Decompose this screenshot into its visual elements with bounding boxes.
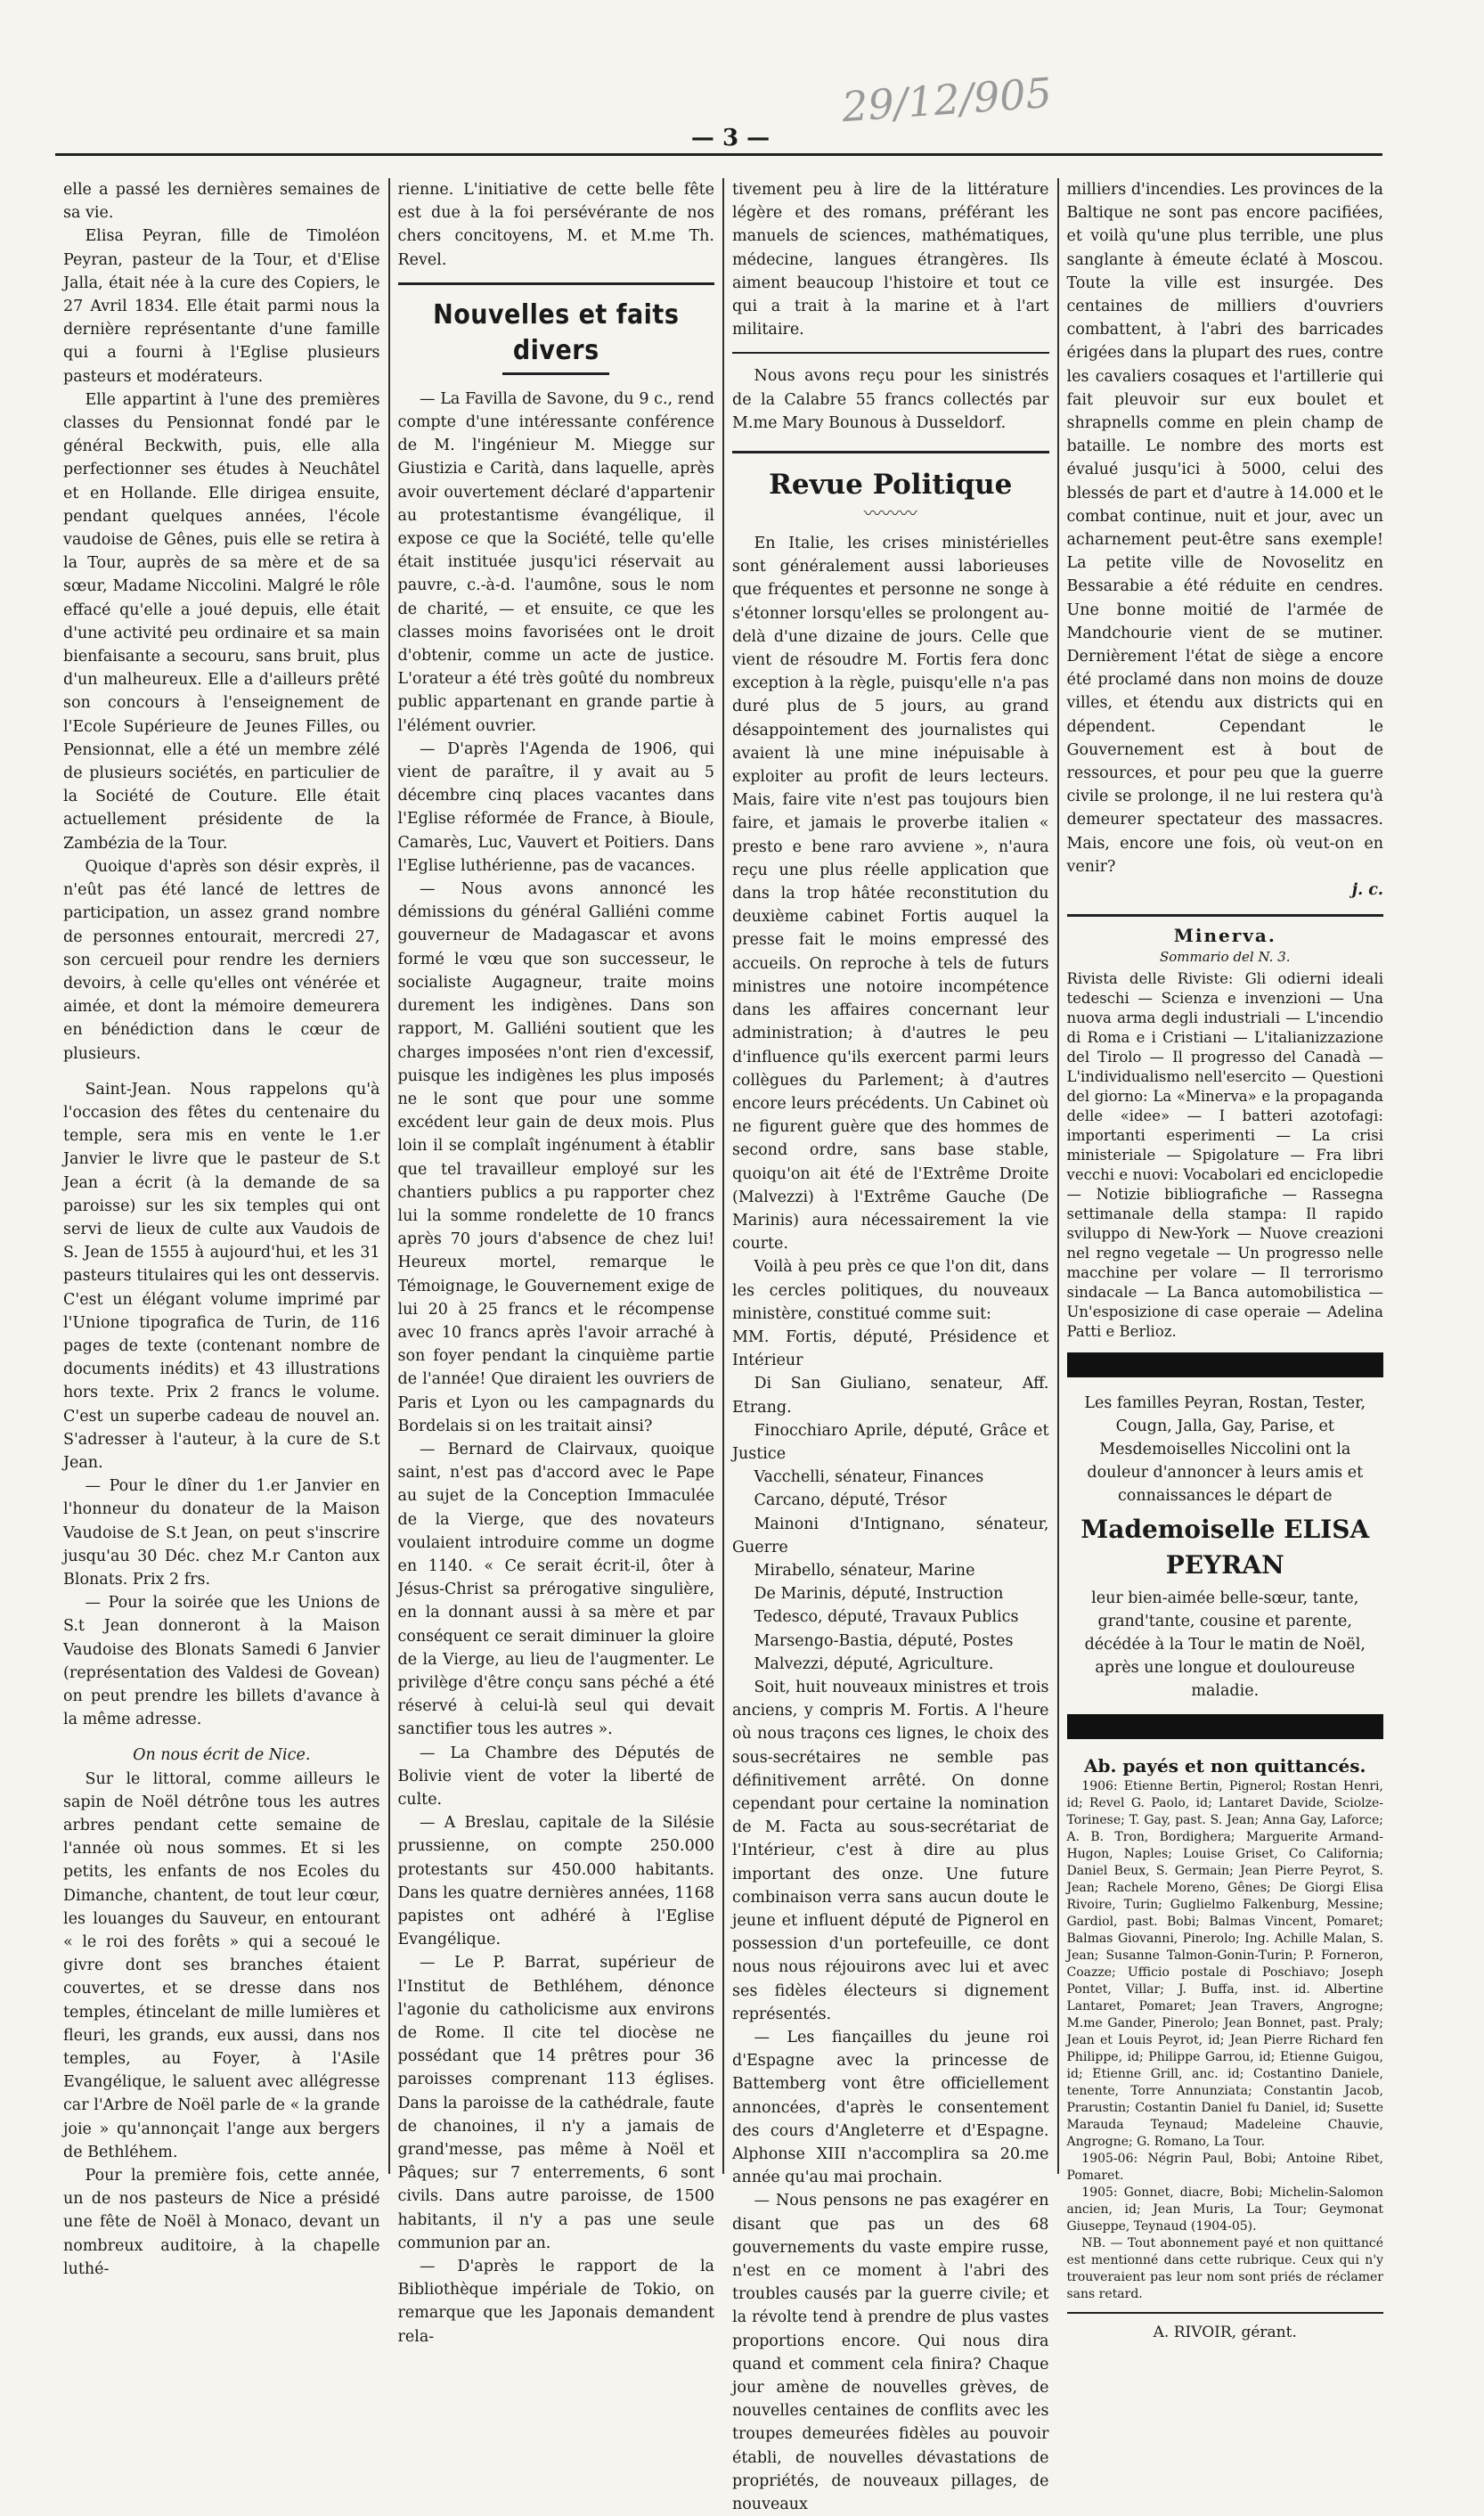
paragraph: rienne. L'initiative de cette belle fête est due à la foi persévérante de nos chers concitoyens, M. et M.me Th. Revel. bbox=[397, 181, 714, 269]
paragraph: milliers d'incendies. Les provinces de la Baltique ne sont pas encore pacifiées, et voilà qu'une plus terrible, une plus sanglante à émeute éclaté à Moscou. Toute la ville est insurgée. Des centaines de milliers d'ouvriers combattent, à l'abri des barricades érigées dans la plupart des rues, contre les cavaliers cosaques et l'artillerie qui fait pleuvoir sur eux boulet et shrapnells comme en plein champ de bataille. Le nombre des morts est évalué jusqu'ici à 5000, celui des blessés de part et d'autre à 14.000 et le combat continue, nuit et jour, avec un acharnement peut-être sans exemple! La petite ville de Novoselitz en Bessarabie a été réduite en cendres. Une bonne moitié de l'armée de Mandchourie vient de se mutiner. Dernièrement l'état de siège a encore été proclamé dans non moins de douze villes, et étendu aux districts qui en dépendent. Cependant le Gouvernement est à bout de ressources, et pour peu que la guerre civile se prolonge, il ne lui restera qu'à demeurer spectateur des massacres. Mais, encore une fois, où veut-on en venir? bbox=[1066, 181, 1383, 876]
death-notice-intro: Les familles Peyran, Rostan, Tester, Cougn, Jalla, Gay, Parise, et Mesdemoiselles Niccolini ont la douleur d'annoncer à leurs amis et connaissances le départ de bbox=[1084, 1393, 1366, 1506]
title-rule bbox=[502, 372, 609, 375]
list-item: Vacchelli, sénateur, Finances bbox=[754, 1468, 984, 1487]
paragraph: Elisa Peyran, fille de Timoléon Peyran, pasteur de la Tour, et d'Elise Jalla, était née à la cure des Copiers, le 27 Avril 1834. Elle était parmi nous la dernière représentante d'une famille qui a fourni à l'Eglise plusieurs pasteurs et modérateurs. bbox=[63, 227, 380, 386]
paragraph: Voilà à peu près ce que l'on dit, dans les cercles politiques, du nouveaux ministère, constitué comme suit: bbox=[732, 1258, 1049, 1323]
paragraph: — A Breslau, capitale de la Silésie prussienne, on compte 250.000 protestants sur 450.000 habitants. Dans les quatre dernières années, 1168 papistes ont adhéré à l'Eglise Evangélique. bbox=[397, 1814, 714, 1949]
paragraph: — D'après le rapport de la Bibliothèque impériale de Tokio, on remarque que les Japonais demandent rela- bbox=[397, 2258, 714, 2346]
mourning-bar bbox=[1067, 1352, 1384, 1377]
paragraph: Quoique d'après son désir exprès, il n'eût pas été lancé de lettres de participation, un assez grand nombre de personnes entourait, mercredi 27, son cercueil pour rendre les derniers devoirs, à celle qu'elles ont vénérée et aimée, et dont la mémoire demeurera en bénédiction dans le cœur de plusieurs. bbox=[63, 857, 380, 1063]
paragraph: — La Chambre des Députés de Bolivie vient de voter la liberté de culte. bbox=[397, 1744, 714, 1809]
subscriptions-list bbox=[1067, 1778, 1384, 2303]
minerva-title: Minerva. bbox=[1067, 914, 1384, 947]
minerva-subtitle: Sommario del N. 3. bbox=[1159, 948, 1291, 965]
signature: j. c. bbox=[1351, 881, 1383, 900]
paragraph: Sur le littoral, comme ailleurs le sapin de Noël détrône tous les autres arbres pendant cette semaine de l'année où nous sommes. Et si les petits, les enfants de nos Ecoles du Dimanche, chantent, de tout leur cœur, les louanges du Sauveur, en entourant « le roi des forêts » qui a secoué le givre dont ses branches étaient couvertes, et se dresse dans nos temples, étincelant de mille lumières et fleuri, les grands, eux aussi, dans nos temples, au Foyer, à l'Asile Evangélique, le saluent avec allégresse car l'Arbre de Noël parle de « la grande joie » qu'annonçait l'ange aux bergers de Bethléhem. bbox=[63, 1769, 380, 2161]
paragraph: — Pour le dîner du 1.er Janvier en l'honneur du donateur de la Maison Vaudoise de S.t Jean, on peut s'inscrire jusqu'au 30 Déc. chez M.r Canton aux Blonats. Prix 2 frs. bbox=[63, 1477, 380, 1589]
list-item: Tedesco, député, Travaux Publics bbox=[754, 1608, 1019, 1627]
paragraph: — La Favilla de Savone, du 9 c., rend compte d'une intéressante conférence de M. l'ingénieur M. Miegge sur Giustizia e Carità, dans laquelle, après avoir ouvertement déclaré d'appartenir au protestantisme évangélique, il expose ce que la Société, telle qu'elle était instituée jusqu'ici réservait au pauvre, c.-à-d. l'aumône, sous le nom de charité, — et ensuite, ce que les classes moins favorisées ont le droit d'obtenir, comme un acte de justice. L'orateur a été très goûté du nombreux public appartenant en grande partie à l'élément ouvrier. bbox=[397, 389, 714, 735]
section-title-nouvelles: Nouvelles et faits divers bbox=[398, 282, 715, 369]
list-item: Di San Giuliano, senateur, Aff. Etrang. bbox=[732, 1375, 1049, 1417]
gerant-signature: A. RIVOIR, gérant. bbox=[1067, 2312, 1384, 2344]
column-2 bbox=[388, 178, 723, 2346]
paragraph: elle a passé les dernières semaines de sa vie. bbox=[63, 181, 380, 223]
list-item: Marsengo-Bastia, député, Postes bbox=[754, 1631, 1014, 1650]
paragraph-saint-jean: Saint-Jean. Nous rappelons qu'à l'occasion des fêtes du centenaire du temple, sera mis en vente le 1.er Janvier le livre que le pasteur de S.t Jean a écrit (à la demande de sa paroisse) sur les six temples qui ont servi de lieux de culte aux Vaudois de S. Jean de 1555 à aujourd'hui, et les 31 pasteurs titulaires qui les ont desservis. C'est un élégant volume imprimé par l'Unione tipografica de Turin, de 116 pages de texte (contenant nombre de documents inédits) et 43 illustrations hors texte. Prix 2 francs le volume. C'est un superbe cadeau de nouvel an. S'adresser à l'auteur, à la cure de S.t Jean. bbox=[63, 1080, 380, 1472]
list-item: Mainoni d'Intignano, sénateur, Guerre bbox=[732, 1515, 1049, 1556]
paragraph-sinistres: Nous avons reçu pour les sinistrés de la Calabre 55 francs collectés par M.me Mary Bounous à Dusseldorf. bbox=[732, 367, 1049, 432]
paragraph: Elle appartint à l'une des premières classes du Pensionnat fondé par le général Beckwith, puis, elle alla perfectionner ses études à Neuchâtel et en Hollande. Elle dirigea ensuite, pendant quelques années, l'école vaudoise de Gênes, puis elle se retira à la Tour, auprès de sa mère et de sa sœur, Madame Niccolini. Malgré le rôle effacé qu'elle a joué depuis, elle était d'une activité peu ordinaire et sa main bienfaisante a secouru, sans bruit, plus d'un malheureux. Elle a d'ailleurs prêté son concours à l'enseignement de l'Ecole Supérieure de Jeunes Filles, ou Pensionnat, elle a été un membre zélé de plusieurs sociétés, en particulier de la Société de Couture. Elle était actuellement présidente de la Zambézia de la Tour. bbox=[63, 390, 380, 853]
subscriptions-title: Ab. payés et non quittancés. bbox=[1084, 1754, 1366, 1777]
nice-heading: On nous écrit de Nice. bbox=[133, 1746, 311, 1765]
ministers-list bbox=[732, 1326, 1049, 1676]
paragraph: — Les fiançailles du jeune roi d'Espagne avec la princesse de Battemberg vont être officiellement annoncées, d'après le consentement des cours d'Angleterre et d'Espagne. Alphonse XIII n'accomplira sa 20.me année qu'au mai prochain. bbox=[732, 2029, 1049, 2187]
paragraph: Soit, huit nouveaux ministres et trois anciens, y compris M. Fortis. A l'heure où nous traçons ces lignes, le choix des sous-secrétaires ne semble pas définitivement arrêté. On donne cependant pour certaine la nomination de M. Facta au sous-secrétariat de l'Intérieur, c'est à dire au plus important des onze. Une future combinaison verra sans aucun doute le jeune et influent député de Pignerol en possession d'un portefeuille, ce dont nous nous réjouirons avec lui et avec ses fidèles électeurs si dignement représentés. bbox=[732, 1678, 1049, 2023]
list-item: MM. Fortis, député, Présidence et Intérieur bbox=[732, 1327, 1049, 1370]
death-notice-outro: leur bien-aimée belle-sœur, tante, grand'tante, cousine et parente, décédée à la Tour le matin de Noël, après une longue et douloureuse maladie. bbox=[1084, 1589, 1366, 1701]
mourning-bar bbox=[1067, 1714, 1384, 1739]
paragraph: Pour la première fois, cette année, un de nos pasteurs de Nice a présidé une fête de Noël à Monaco, devant un nombreux auditoire, à la chapelle luthé- bbox=[63, 2167, 380, 2278]
deceased-name: Mademoiselle ELISA PEYRAN bbox=[1080, 1514, 1370, 1580]
list-item: Malvezzi, député, Agriculture. bbox=[754, 1654, 994, 1673]
paragraph: — Le P. Barrat, supérieur de l'Institut de Bethléhem, dénonce l'agonie du catholicisme aux environs de Rome. Il cite tel diocèse ne possédant que 14 prêtres pour 36 paroisses comprenant 113 églises. Dans la paroisse de la cathédrale, faute de chanoines, il n'y a jamais de grand'messe, pas même à Noël et Pâques; sur 7 enterrements, 6 sont civils. Dans autre paroisse, de 1500 habitants, il n'y a pas une seule communion par an. bbox=[397, 1954, 714, 2252]
section-title-revue-politique: Revue Politique bbox=[732, 451, 1049, 503]
subscriptions-1906: 1906: Etienne Bertin, Pignerol; Rostan Henri, id; Revel G. Paolo, id; Lantaret Davide, Sciolze-Torinese; T. Gay, past. S. Jean; Anna Gay, Laforce; A. B. Tron, Bordighera; Marguerite Armand-Hugon, Naples; Louise Griset, Co California; Daniel Beux, S. Germain; Jean Pierre Peyrot, S. Jean; Rachele Moreno, Gênes; De Giorgi Elisa Rivoire, Turin; Guglielmo Falkenburg, Messine; Gardiol, past. Bobi; Balmas Vincent, Pomaret; Balmas Giovanni, Pinerolo; Ing. Achille Malan, S. Jean; Susanne Talmon-Gonin-Turin; P. Forneron, Coazze; Ufficio postale di Poschiavo; Joseph Pontet, Villar; J. Buffa, inst. id. Albertine Lantaret, Pomaret; Jean Travers, Angrogne; M.me Gander, Pinerolo; Jean Bonnet, past. Praly; Jean et Louis Peyrot, id; Jean Pierre Richard fen Philippe, id; Philippe Garrou, id; Etienne Guigou, id; Etienne Grill, anc. id; Costantino Daniele, tenente, Torre Annunziata; Constantin Jacob, Prarustin; Costantin Daniel fu Daniel, id; Susette Marauda Teynaud; Madeleine Chauvie, Angrogne; G. Romano, La Tour. bbox=[1066, 1778, 1383, 2149]
list-item: Finocchiaro Aprile, député, Grâce et Justice bbox=[732, 1421, 1049, 1463]
column-4 bbox=[1057, 178, 1392, 2341]
subscriptions-note: NB. — Tout abonnement payé et non quittancé est mentionné dans cette rubrique. Ceux qui n'y trouveraient pas leur nom sont priés de réclamer sans retard. bbox=[1066, 2235, 1383, 2301]
page-number: — 3 — bbox=[690, 125, 771, 151]
paragraph: — Bernard de Clairvaux, quoique saint, n'est pas d'accord avec le Pape au sujet de la Conception Immaculée de la Vierge, que des novateurs voulaient introduire comme un dogme en 1140. « Ce serait écrit-il, ôter à Jésus-Christ sa prérogative singulière, en la donnant aussi à sa mère et par conséquent ce serait diminuer la gloire de la Vierge, au lieu de l'augmenter. Le privilège d'être conçu sans péché a été réservé à celui-là seul qui devait sanctifier tous les autres ». bbox=[397, 1440, 714, 1739]
list-item: De Marinis, député, Instruction bbox=[754, 1585, 1004, 1604]
subscriptions-1905: 1905: Gonnet, diacre, Bobi; Michelin-Salomon ancien, id; Jean Muris, La Tour; Geymonat Giuseppe, Teynaud (1904-05). bbox=[1066, 2185, 1383, 2234]
newspaper-columns bbox=[55, 178, 1391, 2514]
subscriptions-1905-06: 1905-06: Négrin Paul, Bobi; Antoine Ribet, Pomaret. bbox=[1066, 2151, 1383, 2183]
paragraph: — Nous pensons ne pas exagérer en disant que pas un des 68 gouvernements du vaste empire russe, n'est en ce moment à l'abri des troubles causés par la guerre civile; et la révolte tend à prendre de plus vastes proportions encore. Qui nous dira quand et comment cela finira? Chaque jour amène de nouvelles grèves, de nouvelles centaines de conflits avec les troupes demeurées fidèles au pouvoir établi, de nouvelles dévastations de propriétés, de nouveaux pillages, de nouveaux bbox=[732, 2192, 1049, 2514]
column-1 bbox=[55, 178, 388, 2278]
ornament-rule: 〰〰〰 bbox=[863, 502, 917, 525]
paragraph: En Italie, les crises ministérielles sont généralement aussi laborieuses que fréquentes et personne ne songe à s'étonner lorsqu'elles se prolongent au-delà d'une dizaine de jours. Celle que vient de résoudre M. Fortis fera donc exception à la règle, puisqu'elle n'a pas duré plus de 5 jours, au grand désappointement des journalistes qui avaient là une mine inépuisable à exploiter au profit de leurs lecteurs. Mais, faire vite n'est pas toujours bien faire, et jamais le proverbe italien « presto e bene raro avviene », n'aura reçu une plus réelle application que dans la trop hâtée reconstitution du deuxième cabinet Fortis auquel la presse fait le moins empressé des accueils. On reproche à tels de futurs ministres une notoire incompétence dans les affaires concernant leur administration; à d'autres le peu d'influence qu'ils exercent parmi leurs collègues du Parlement; à d'autres encore leurs précédents. Un Cabinet où ne figurent guère que des hommes de second ordre, sans base stable, quoiqu'on ait été de l'Extrême Droite (Malvezzi) à l'Extrême Gauche (De Marinis) aura nécessairement la vie courte. bbox=[732, 535, 1049, 1254]
divider bbox=[732, 352, 1049, 354]
minerva-summary: Rivista delle Riviste: Gli odierni ideali tedeschi — Scienza e invenzioni — Una nuova arma degli industriali — L'incendio di Roma e i Cristiani — L'italianizzazione del Tirolo — Il progresso del Canadà — L'individualismo nell'esercito — Questioni del giorno: La «Minerva» e la propaganda delle «idee» — I batteri azotofagi: importanti esperimenti — La crisi ministeriale — Spigolature — Fra libri vecchi e nuovi: Vocabolari ed enciclopedie — Notizie bibliografiche — Rassegna settimanale della stampa: Il rapido sviluppo di New-York — Nuove creazioni nel regno vegetale — Un progresso nelle macchine per volare — Il terrorismo sindacale — La Banca automobilistica — Un'esposizione di case operaie — Adelina Patti e Berlioz. bbox=[1066, 969, 1383, 1340]
header-rule bbox=[55, 153, 1382, 156]
paragraph: — Pour la soirée que les Unions de S.t Jean donneront à la Maison Vaudoise des Blonats Samedi 6 Janvier (représentation des Valdesi de Govean) on peut prendre les billets d'avance à la même adresse. bbox=[63, 1594, 380, 1729]
handwritten-date: 29/12/905 bbox=[840, 68, 1054, 132]
paragraph: — Nous avons annoncé les démissions du général Galliéni comme gouverneur de Madagascar et avons formé le vœu que son successeur, le socialiste Augagneur, traite moins durement les indigènes. Dans son rapport, M. Galliéni soutient que les charges imposées n'ont rien d'excessif, puisque les indigènes les plus imposés ne le sont que pour une somme excédent leur gain de deux mois. Plus loin il se complaît ingénument à établir que tel travailleur employé sur les chantiers publics a pu rapporter chez lui la somme rondelette de 10 francs après 70 jours d'absence de chez lui! Heureux mortel, remarque le Témoignage, le Gouvernement exige de lui 20 à 25 francs et le récompense avec 10 francs après l'avoir arraché à son foyer pendant la cinquième partie de l'année! Que diraient les ouvriers de Paris et Lyon ou les campagnards du Bordelais si on les traitait ainsi? bbox=[397, 880, 714, 1435]
column-3 bbox=[722, 178, 1057, 2514]
paragraph: tivement peu à lire de la littérature légère et des romans, préférant les manuels de sciences, mathématiques, médecine, langues étrangères. Ils aiment beaucoup l'histoire et tout ce qui a trait à la marine et à l'art militaire. bbox=[732, 181, 1049, 339]
paragraph: — D'après l'Agenda de 1906, qui vient de paraître, il y avait au 5 décembre cinq places vacantes dans l'Eglise réformée de France, à Bioule, Camarès, Luc, Vauvert et Poitiers. Dans l'Eglise luthérienne, pas de vacances. bbox=[397, 739, 714, 875]
list-item: Mirabello, sénateur, Marine bbox=[754, 1561, 975, 1580]
list-item: Carcano, député, Trésor bbox=[754, 1491, 947, 1510]
